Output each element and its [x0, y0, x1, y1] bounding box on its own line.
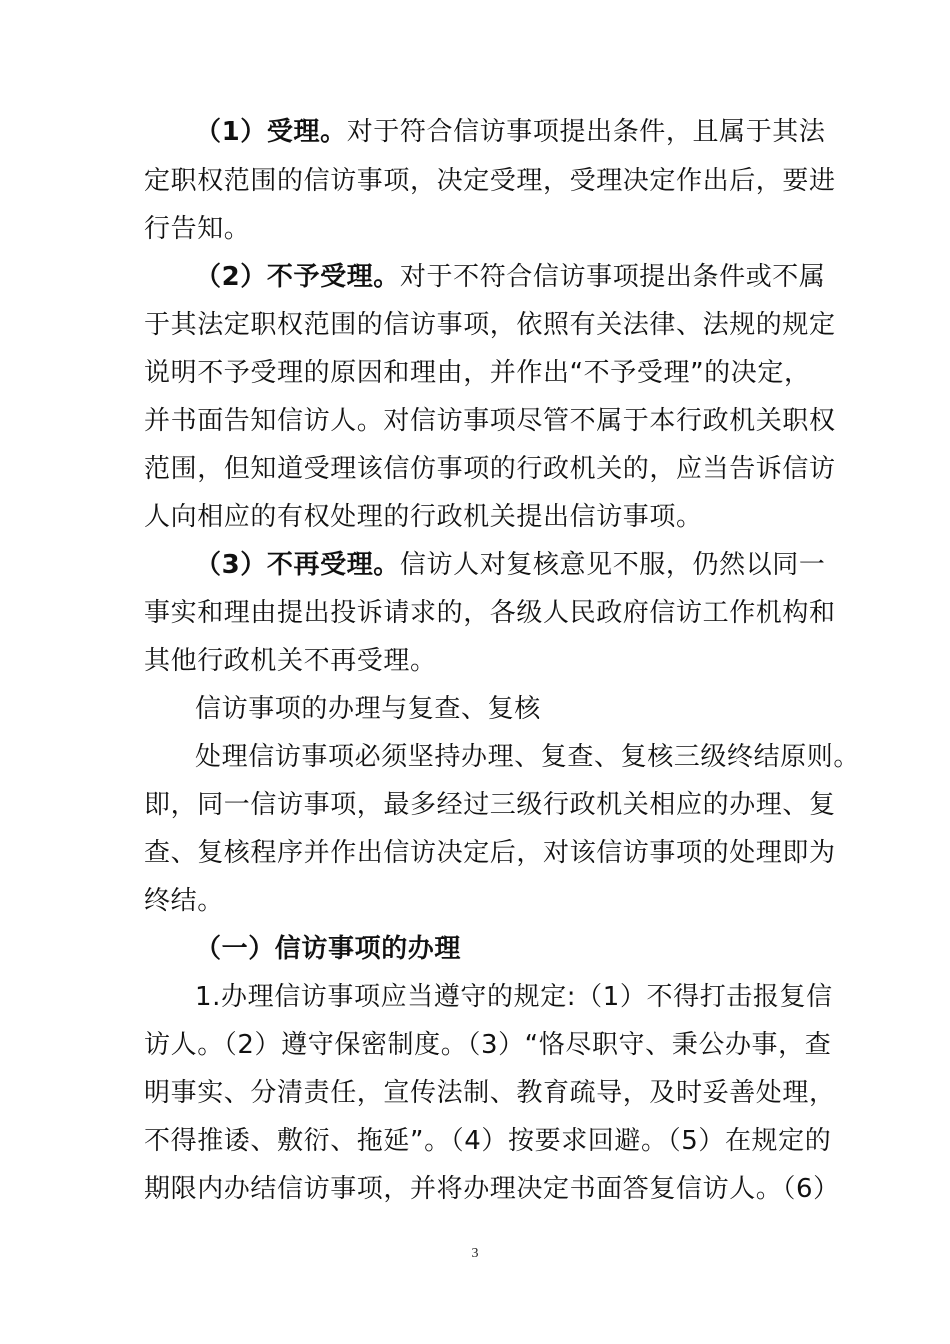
body-run: 范围，但知道受理该信仿事项的行政机关的，应当告诉信访 [144, 454, 836, 484]
body-run: 事实和理由提出投诉请求的，各级人民政府信访工作机构和 [144, 598, 836, 628]
paragraph-line [144, 205, 824, 253]
paragraph-line [195, 733, 875, 781]
body-run: 明事实、分清责任，宣传法制、教育疏导，及时妥善处理， [144, 1078, 836, 1108]
heading-run: （1）受理。 [195, 117, 347, 147]
body-run: 于其法定职权范围的信访事项，依照有关法律、法规的规定 [144, 310, 836, 340]
paragraph-line [144, 877, 824, 925]
paragraph-line [144, 1117, 832, 1165]
body-run: 对于符合信访事项提出条件，且属于其法 [346, 117, 826, 147]
heading-run: （一）信访事项的办理 [195, 934, 462, 964]
body-run: 定职权范围的信访事项，决定受理，受理决定作出后，要进 [144, 166, 836, 196]
paragraph-line [144, 445, 836, 493]
paragraph-line [144, 1165, 840, 1213]
body-run: 即，同一信访事项，最多经过三级行政机关相应的办理、复 [144, 790, 836, 820]
body-run: 期限内办结信访事项，并将办理决定书面答复信访人。（6） [144, 1174, 840, 1204]
body-run: 访人。（2）遵守保密制度。（3）“恪尽职守、秉公办事，查 [144, 1030, 832, 1060]
paragraph-line [144, 301, 836, 349]
paragraph-line [144, 637, 824, 685]
body-run: 1.办理信访事项应当遵守的规定:（1）不得打击报复信 [195, 982, 833, 1012]
body-run: 并书面告知信访人。对信访事项尽管不属于本行政机关职权 [144, 406, 836, 436]
body-run: 不得推诿、敷衍、拖延”。（4）按要求回避。（5）在规定的 [144, 1126, 832, 1156]
paragraph-line [195, 253, 875, 301]
paragraph-line [195, 541, 875, 589]
paragraph-line [144, 781, 836, 829]
page-number: 3 [471, 1246, 479, 1261]
paragraph-line [144, 1021, 832, 1069]
subsection-heading [195, 925, 875, 973]
body-run: 人向相应的有权处理的行政机关提出信访事项。 [144, 502, 703, 532]
body-run: 对于不符合信访事项提出条件或不属 [399, 262, 826, 292]
body-run: 其他行政机关不再受理。 [144, 646, 437, 676]
paragraph-line [144, 157, 836, 205]
heading-run: （2）不予受理。 [195, 262, 400, 292]
paragraph-line [144, 397, 836, 445]
body-run: 说明不予受理的原因和理由，并作出“不予受理”的决定， [144, 358, 811, 388]
body-run: 信访事项的办理与复查、复核 [195, 694, 541, 724]
paragraph-line [195, 973, 875, 1021]
body-run: 行告知。 [144, 214, 251, 244]
body-run: 处理信访事项必须坚持办理、复查、复核三级终结原则。 [195, 742, 861, 772]
paragraph-line [144, 349, 824, 397]
paragraph-line [144, 589, 836, 637]
paragraph-line [195, 108, 875, 156]
paragraph-line [144, 1069, 836, 1117]
paragraph-line [144, 829, 836, 877]
body-run: 信访人对复核意见不服，仍然以同一 [399, 550, 826, 580]
paragraph-line [144, 493, 824, 541]
body-run: 查、复核程序并作出信访决定后，对该信访事项的处理即为 [144, 838, 836, 868]
body-run: 终结。 [144, 886, 224, 916]
heading-run: （3）不再受理。 [195, 550, 400, 580]
section-title [195, 685, 875, 733]
